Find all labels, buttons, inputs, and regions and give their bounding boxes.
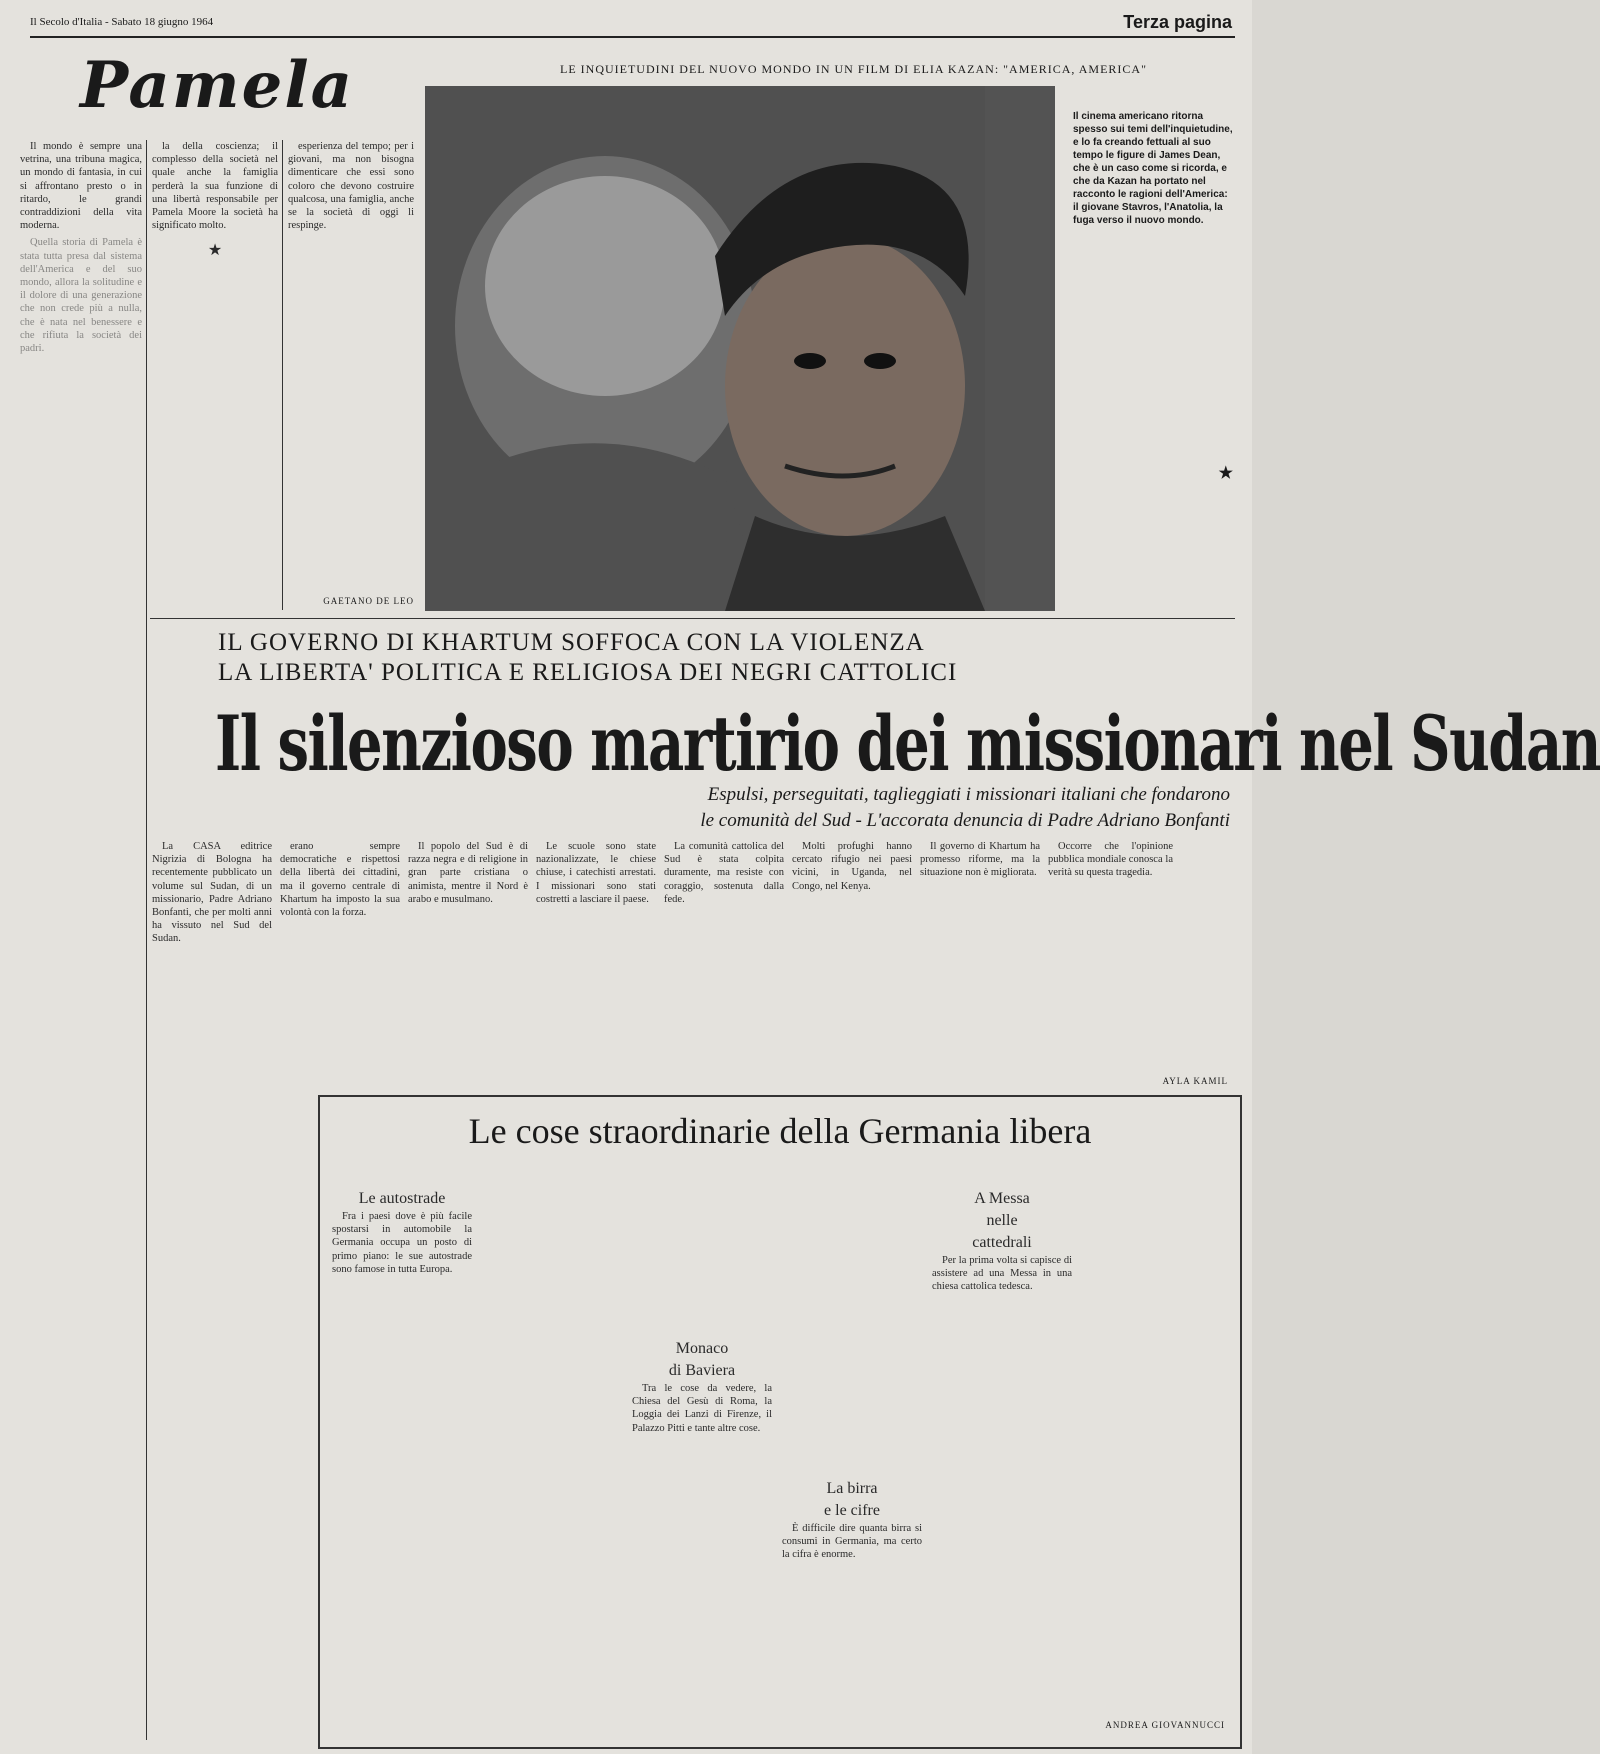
sudan-body-1: La CASA editrice Nigrizia di Bologna ha recentemente pubblicato un volume sul Sudan, di un missionario, Padre Adriano Bonfanti, che per molti anni ha vissuto nel Sud del Sudan.	[152, 841, 272, 945]
pamela-col2-text: la della coscienza; il complesso della società nel quale anche la famiglia perderà la sua funzione di una libertà responsabile per Pamela Moore la società ha significato molto.	[152, 141, 278, 232]
germania-column-1	[332, 1188, 472, 1728]
sudan-headline: Il silenzioso martirio dei missionari nel Sudan	[215, 700, 1600, 790]
top-rule	[30, 36, 1235, 38]
sudan-column-8	[1048, 840, 1173, 1070]
pamela-col3-text: esperienza del tempo; per i giovani, ma non bisogna dimenticare che essi sono coloro che devono costruire qualcosa, una famiglia, anche se la società di oggi li respinge.	[288, 141, 414, 232]
sudan-column-4	[536, 840, 656, 1090]
sudan-body-5: La comunità cattolica del Sud è stata colpita duramente, ma resiste con coraggio, sostenuta dalla fede.	[664, 841, 784, 905]
section-title-messa	[932, 1188, 1072, 1254]
germania-body-3: È difficile dire quanta birra si consumi in Germania, ma certo la cifra è enorme.	[782, 1523, 922, 1561]
germania-column-4	[782, 1188, 922, 1728]
germania-body-2: Tra le cose da vedere, la Chiesa del Gesù di Roma, la Loggia dei Lanzi di Firenze, il Palazzo Pitti e tante altre cose.	[632, 1383, 772, 1434]
column-divider	[146, 140, 147, 1740]
birra-title-1: La birra	[826, 1480, 878, 1497]
sudan-body-6: Molti profughi hanno cercato rifugio nei paesi vicini, in Uganda, nel Congo, nel Kenya.	[792, 841, 912, 892]
monaco-title-2: di Baviera	[668, 1362, 736, 1379]
section-name: Terza pagina	[1123, 12, 1232, 32]
pamela-column-1	[20, 140, 142, 1740]
section-title-birra	[782, 1478, 922, 1522]
photo-side-caption	[1073, 110, 1233, 480]
star-separator: ★	[207, 242, 223, 260]
pamela-column-3	[288, 140, 414, 590]
pamela-byline: GAETANO DE LEO	[323, 596, 414, 606]
film-still-photo	[425, 86, 1055, 611]
sudan-byline: AYLA KAMIL	[1162, 1076, 1228, 1086]
section-title-autostrade: Le autostrade	[358, 1190, 446, 1207]
monaco-title-1: Monaco	[675, 1340, 729, 1357]
pamela-col1-text: Il mondo è sempre una vetrina, una tribuna magica, un mondo di fantasia, in cui si affrontano presto o in ritardo, le grandi contraddizioni della vita moderna.	[20, 141, 142, 232]
kicker-line-1: IL GOVERNO DI KHARTUM SOFFOCA CON LA VIOLENZA	[218, 629, 925, 656]
germania-body-4: Per la prima volta si capisce di assistere ad una Messa in una chiesa cattolica tedesca.	[932, 1255, 1072, 1293]
germania-column-5	[932, 1188, 1072, 1728]
masthead-date: Il Secolo d'Italia - Sabato 18 giugno 1964	[30, 16, 214, 28]
pamela-column-2	[152, 140, 278, 610]
messa-title-1: A Messa	[974, 1190, 1030, 1207]
germania-body-1: Fra i paesi dove è più facile spostarsi in automobile la Germania occupa un posto di primo piano: le sue autostrade sono famose in tutta Europa.	[332, 1211, 472, 1275]
section-title-monaco	[632, 1338, 772, 1382]
photo-caption: LE INQUIETUDINI DEL NUOVO MONDO IN UN FILM DI ELIA KAZAN: "AMERICA, AMERICA"	[560, 62, 1147, 76]
sudan-body-4: Le scuole sono state nazionalizzate, le chiese chiuse, i catechisti arrestati. I missionari sono stati costretti a lasciare il paese.	[536, 841, 656, 905]
sudan-body-8: Occorre che l'opinione pubblica mondiale conosca la verità su questa tragedia.	[1048, 841, 1173, 879]
pamela-title: Pamela	[80, 48, 355, 123]
sudan-kicker	[218, 628, 957, 688]
section-rule	[150, 618, 1235, 619]
germania-title: Le cose straordinarie della Germania libera	[468, 1111, 1092, 1151]
germania-byline: ANDREA GIOVANNUCCI	[1105, 1720, 1225, 1730]
sudan-column-2	[280, 840, 400, 1090]
subhead-line-2: le comunità del Sud - L'accorata denuncia di Padre Adriano Bonfanti	[700, 810, 1230, 831]
sudan-column-6	[792, 840, 912, 1090]
film-still-illustration	[425, 86, 1055, 611]
sudan-body-7: Il governo di Khartum ha promesso riforme, ma la situazione non è migliorata.	[920, 841, 1040, 879]
messa-title-2: nelle	[986, 1212, 1018, 1229]
sudan-body-3: Il popolo del Sud è di razza negra e di religione in gran parte cristiana o animista, mentre il Nord è arabo e musulmano.	[408, 841, 528, 905]
kicker-line-2: LA LIBERTA' POLITICA E RELIGIOSA DEI NEGRI CATTOLICI	[218, 659, 958, 686]
sudan-column-3	[408, 840, 528, 1090]
sudan-column-5	[664, 840, 784, 1090]
column-divider	[282, 140, 283, 610]
pamela-col1-rest: Quella storia di Pamela è stata tutta presa dal sistema dell'America e del suo mondo, allora la solitudine e il dolore di una generazione che non crede più a nulla, che è nata nel benessere e che rifiuta la società dei padri.	[20, 237, 142, 355]
sudan-subhead	[460, 782, 1230, 834]
birra-title-2: e le cifre	[824, 1502, 880, 1519]
star-separator: ★	[1218, 465, 1233, 482]
messa-title-3: cattedrali	[972, 1234, 1032, 1251]
subhead-line-1: Espulsi, perseguitati, taglieggiati i missionari italiani che fondarono	[707, 784, 1230, 805]
sudan-column-7	[920, 840, 1040, 1090]
germania-column-2	[482, 1188, 622, 1728]
germania-column-6	[1082, 1188, 1227, 1708]
sudan-column-1	[152, 840, 272, 1090]
sudan-body-2: erano sempre democratiche e rispettosi della libertà dei cittadini, ma il governo centrale di Khartum ha imposto la sua volontà con la forza.	[280, 841, 400, 919]
photo-side-text: Il cinema americano ritorna spesso sui temi dell'inquietudine, e lo fa creando fettuali al suo tempo le figure di James Dean, che è un caso come si ricorda, e che da Kazan ha portato nel racconto le ragioni dell'America: il giovane Stavros, l'Anatolia, la fuga verso il nuovo mondo.	[1073, 111, 1233, 226]
germania-column-3	[632, 1188, 772, 1728]
